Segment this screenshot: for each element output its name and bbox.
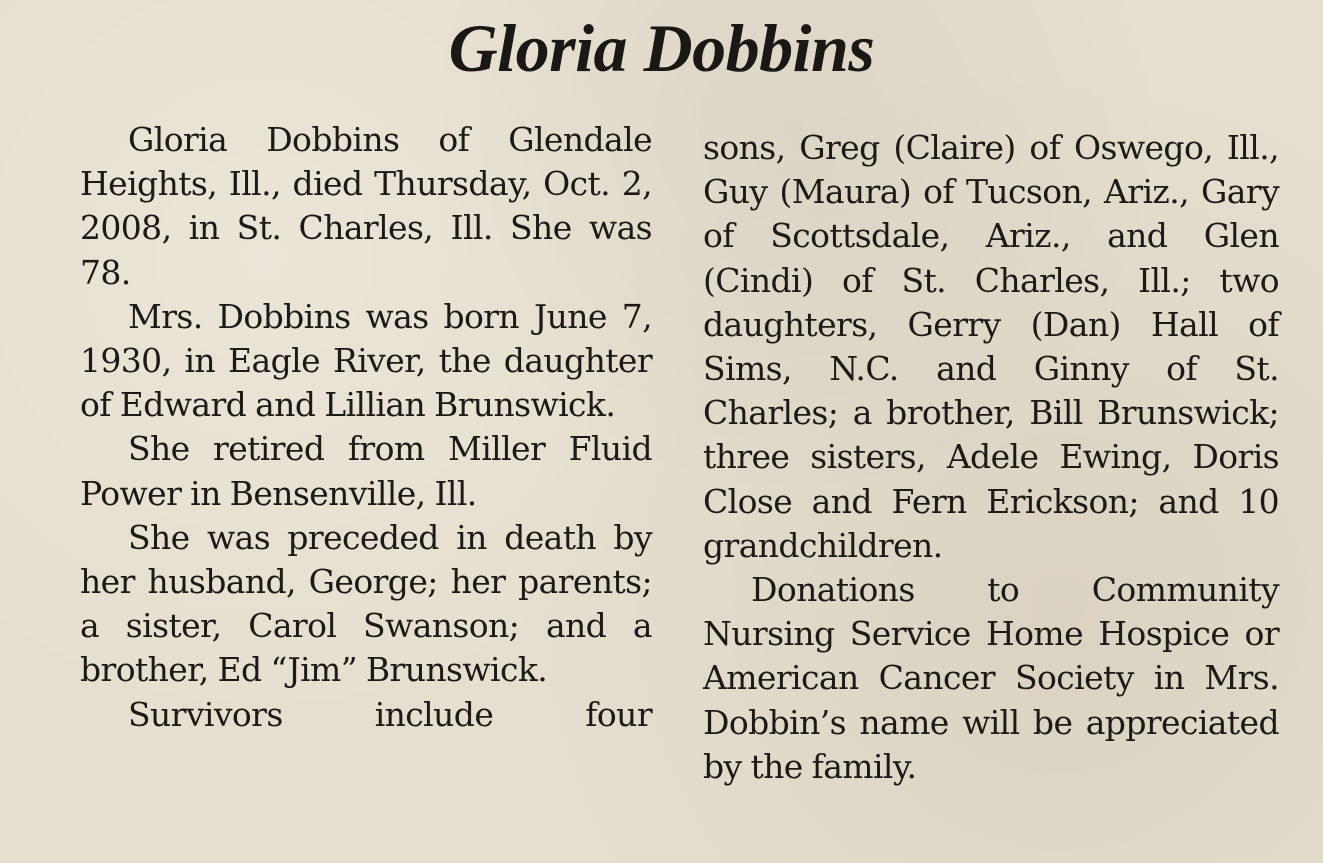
headline: Gloria Dobbins [448, 10, 875, 86]
column-right [703, 126, 1279, 789]
paragraph-birth: Mrs. Dobbins was born June 7, 1930, in Eagle River, the daughter of Edward and Lillian Brunswick. [80, 296, 652, 425]
paragraph-survivors-cont: sons, Greg (Claire) of Oswego, Ill., Guy (Maura) of Tucson, Ariz., Gary of Scottsdale, Ariz., and Glen (Cindi) of St. Charles, Ill.; two daughters, Gerry (Dan) Hall of Sims, N.C. and Ginny of St. Charles; a brother, Bill Brunswick; three sisters, Adele Ewing, Doris Close and Fern Erickson; and 10 grandchildren. [703, 128, 1279, 565]
column-left [80, 118, 652, 737]
paragraph-survivors-start: Survivors include four [128, 694, 652, 734]
paragraph-career: She retired from Miller Fluid Power in Bensenville, Ill. [80, 429, 652, 513]
paragraph-death-notice: Gloria Dobbins of Glendale Heights, Ill., died Thursday, Oct. 2, 2008, in St. Charles, Ill. She was 78. [80, 120, 652, 292]
paragraph-preceded: She was preceded in death by her husband, George; her parents; a sister, Carol Swanson; and a brother, Ed “Jim” Brunswick. [80, 517, 652, 690]
paragraph-donations: Donations to Community Nursing Service Home Hospice or American Cancer Society in Mrs. Dobbin’s name will be appreciated by the family. [703, 570, 1279, 786]
